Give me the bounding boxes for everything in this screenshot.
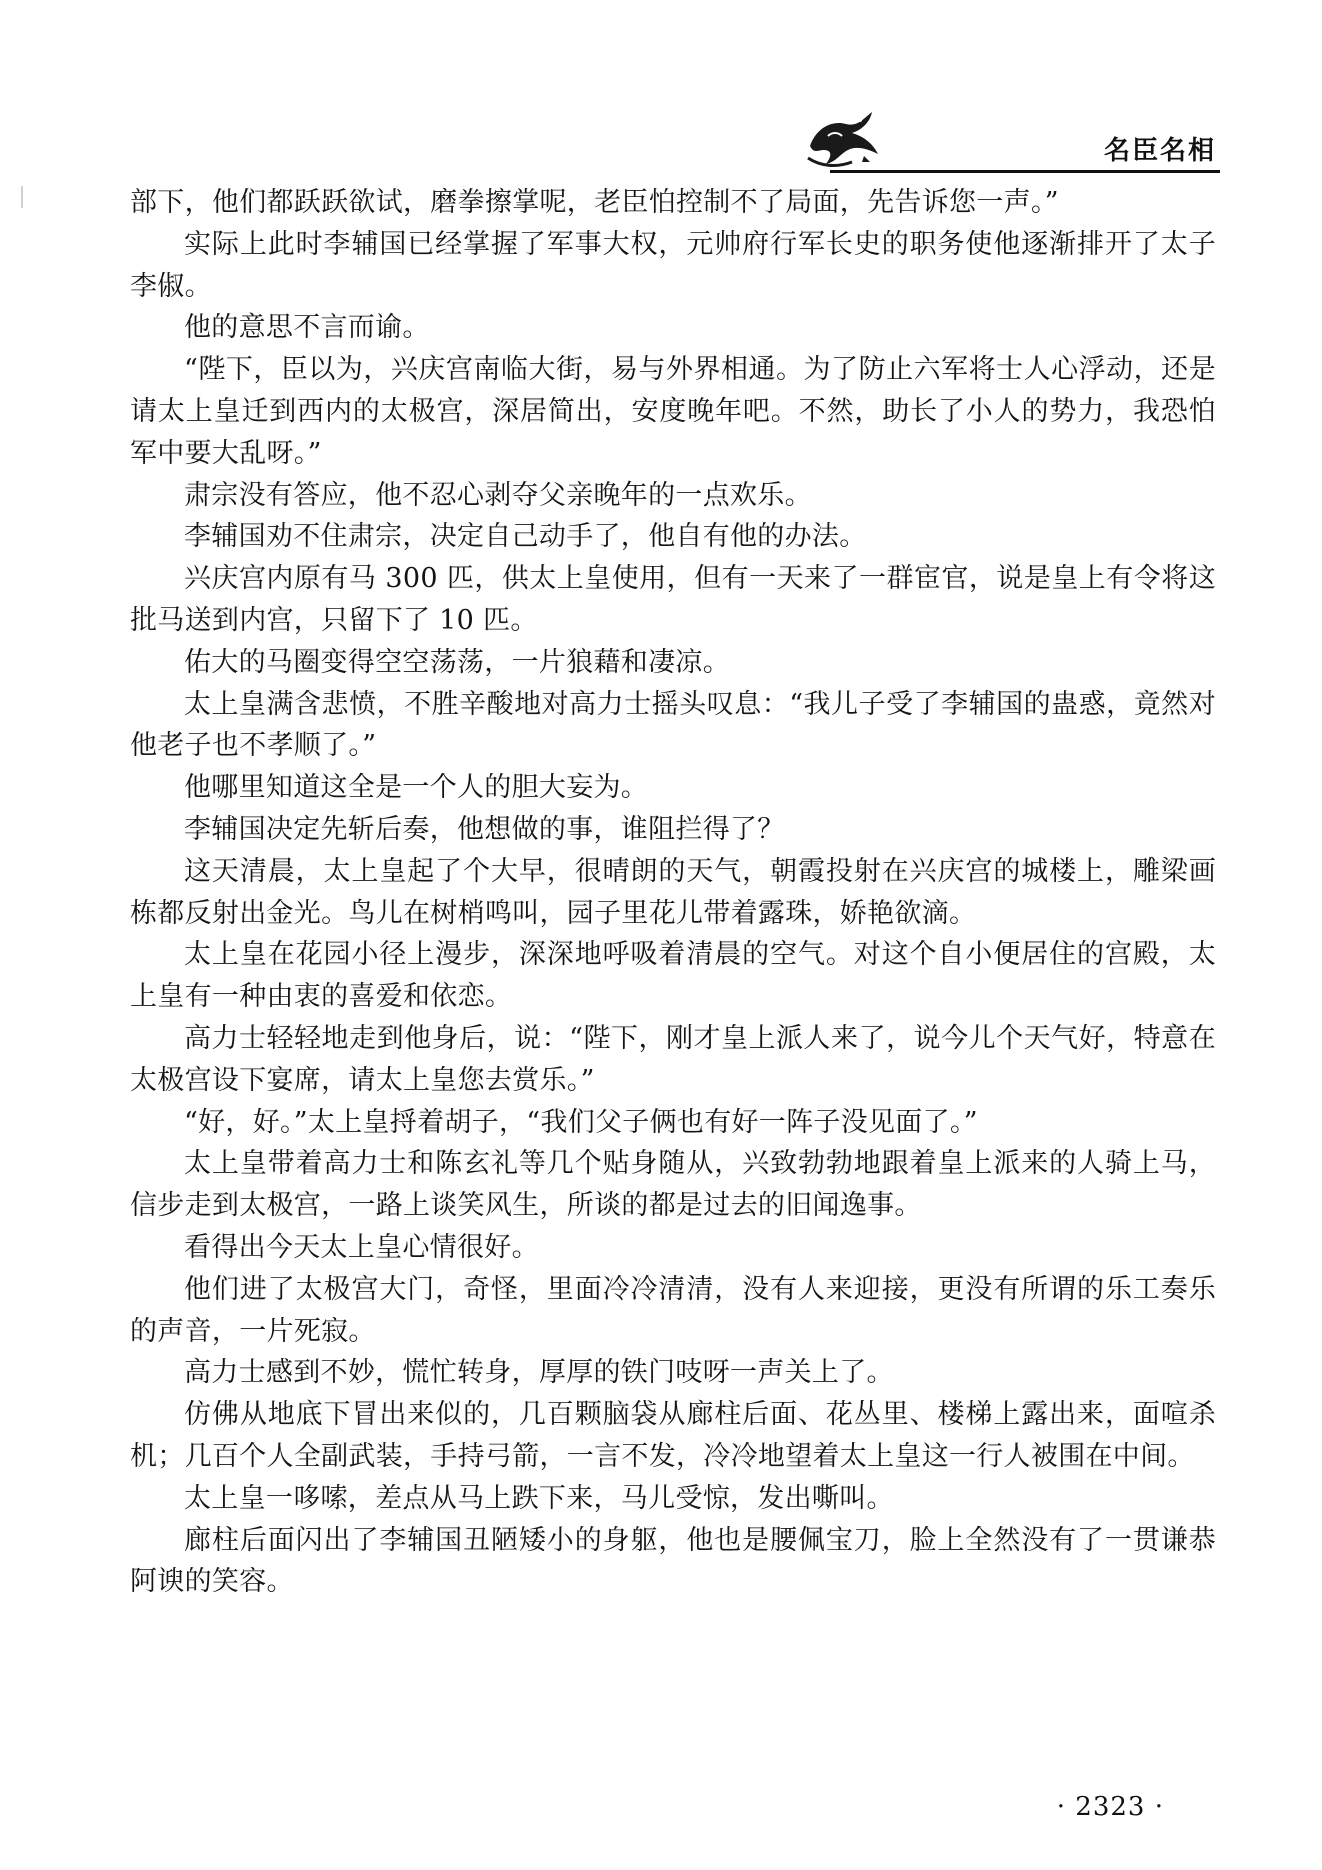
page-number: · 2323 · (1056, 1792, 1164, 1822)
paragraph: 廊柱后面闪出了李辅国丑陋矮小的身躯，他也是腰佩宝刀，脸上全然没有了一贯谦恭阿谀的笑容。 (130, 1524, 1216, 1598)
paragraph: 太上皇满含悲愤，不胜辛酸地对高力士摇头叹息：“我儿子受了李辅国的蛊惑，竟然对他老子也不孝顺了。” (130, 688, 1216, 762)
paragraph: 太上皇一哆嗦，差点从马上跌下来，马儿受惊，发出嘶叫。 (184, 1482, 894, 1514)
paragraph: “陛下，臣以为，兴庆宫南临大街，易与外界相通。为了防止六军将士人心浮动，还是请太上皇迁到西内的太极宫，深居简出，安度晚年吧。不然，助长了小人的势力，我恐怕军中要大乱呀。” (130, 354, 1216, 469)
paragraph: “好，好。”太上皇捋着胡子，“我们父子俩也有好一阵子没见面了。” (184, 1106, 978, 1138)
paragraph: 肃宗没有答应，他不忍心剥夺父亲晚年的一点欢乐。 (184, 479, 812, 511)
paragraph: 太上皇在花园小径上漫步，深深地呼吸着清晨的空气。对这个自小便居住的宫殿，太上皇有一种由衷的喜爱和依恋。 (130, 939, 1216, 1013)
paragraph: 看得出今天太上皇心情很好。 (184, 1231, 539, 1263)
paragraph: 仿佛从地底下冒出来似的，几百颗脑袋从廊柱后面、花丛里、楼梯上露出来，面喧杀机；几百个人全副武装，手持弓箭，一言不发，冷冷地望着太上皇这一行人被围在中间。 (130, 1399, 1216, 1472)
header-rule (830, 170, 1220, 173)
paragraph: 兴庆宫内原有马 300 匹，供太上皇使用，但有一天来了一群宦官，说是皇上有令将这批马送到内宫，只留下了 10 匹。 (130, 563, 1216, 636)
header-title: 名臣名相 (1103, 136, 1216, 166)
paragraph: 高力士感到不妙，慌忙转身，厚厚的铁门吱呀一声关上了。 (184, 1357, 894, 1389)
paragraph: 部下，他们都跃跃欲试，磨拳擦掌呢，老臣怕控制不了局面，先告诉您一声。” (130, 187, 1059, 218)
paragraph: 他们进了太极宫大门，奇怪，里面冷冷清清，没有人来迎接，更没有所谓的乐工奏乐的声音，一片死寂。 (130, 1273, 1216, 1347)
paragraph: 李辅国决定先斩后奏，他想做的事，谁阻拦得了？ (184, 813, 785, 845)
paragraph: 太上皇带着高力士和陈玄礼等几个贴身随从，兴致勃勃地跟着皇上派来的人骑上马，信步走到太极宫，一路上谈笑风生，所谈的都是过去的旧闻逸事。 (130, 1148, 1216, 1222)
paragraph: 他的意思不言而谕。 (184, 312, 430, 344)
scan-edge-mark (21, 186, 23, 208)
paragraph: 高力士轻轻地走到他身后，说：“陛下，刚才皇上派人来了，说今儿个天气好，特意在太极宫设下宴席，请太上皇您去赏乐。” (130, 1022, 1216, 1096)
body-text (130, 182, 1216, 1603)
paragraph: 李辅国劝不住肃宗，决定自己动手了，他自有他的办法。 (184, 521, 867, 553)
paragraph: 实际上此时李辅国已经掌握了军事大权，元帅府行军长史的职务使他逐渐排开了太子李俶。 (130, 228, 1216, 302)
paragraph: 这天清晨，太上皇起了个大早，很晴朗的天气，朝霞投射在兴庆宫的城楼上，雕梁画栋都反射出金光。鸟儿在树梢鸣叫，园子里花儿带着露珠，娇艳欲滴。 (130, 855, 1216, 929)
paragraph: 佑大的马圈变得空空荡荡，一片狼藉和凄凉。 (184, 646, 730, 678)
page-header (790, 98, 1220, 178)
dragon-icon (802, 106, 884, 172)
paragraph: 他哪里知道这全是一个人的胆大妄为。 (184, 772, 649, 804)
